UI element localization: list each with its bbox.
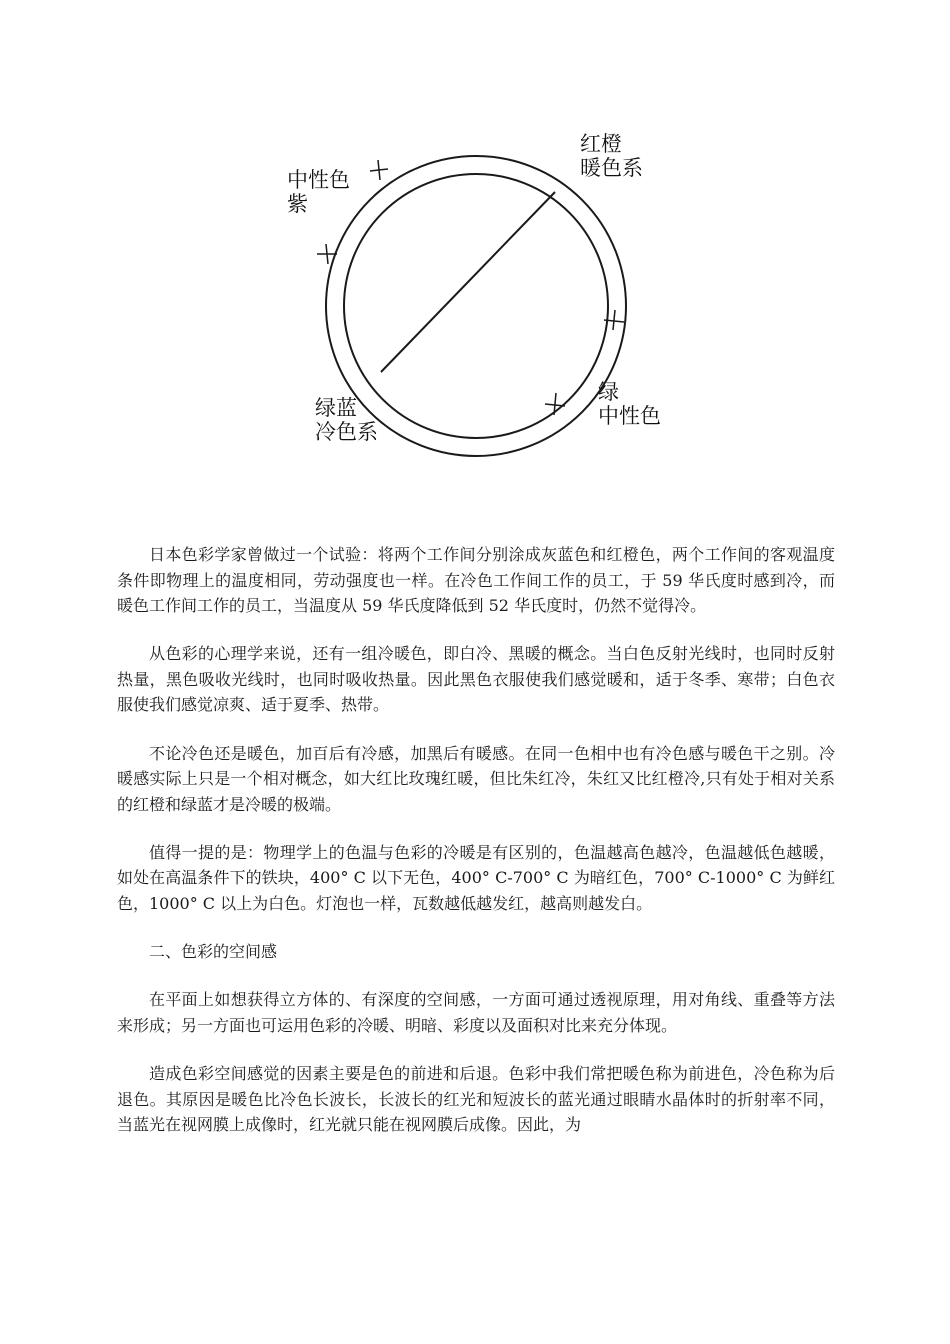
label-neutral-color-bottom: 中性色: [598, 404, 661, 428]
section-heading-spatial: 二、色彩的空间感: [149, 942, 278, 962]
paragraph-advance-recede: 造成色彩空间感觉的因素主要是色的前进和后退。色彩中我们常把暖色称为前进色，冷色称为后退色。其原因是暖色比冷色长波长，长波长的红光和短波长的蓝光通过眼睛水晶体时的折射率不同，当蓝光在视网膜上成像时，红光就只能在视网膜后成像。因此，为: [117, 1063, 835, 1135]
label-green: 绿: [598, 380, 619, 404]
label-cool-system: 冷色系: [315, 420, 378, 444]
paragraph-white-black: 从色彩的心理学来说，还有一组冷暖色，即白冷、黑暖的概念。当白色反射光线时，也同时反射热量，黑色吸收光线时，也同时吸收热量。因此黑色衣服使我们感觉暖和，适于冬季、寒带；白色衣服使我们感觉凉爽、适于夏季、热带。: [117, 644, 835, 715]
label-warm-top: [580, 132, 643, 180]
label-neutral-color-top: 中性色: [287, 168, 350, 192]
tick-mark-purple: [370, 160, 388, 180]
label-green-blue: 绿蓝: [315, 396, 357, 420]
label-red-orange: 红橙: [580, 132, 622, 156]
tick-mark-green: [545, 393, 565, 415]
inner-ring: [344, 174, 608, 438]
paragraph-spatial-depth: 在平面上如想获得立方体的、有深度的空间感，一方面可通过透视原理，用对角线、重叠等方法来形成；另一方面也可运用色彩的冷暖、明暗、彩度以及面积对比来充分体现。: [117, 990, 835, 1035]
tick-mark-left: [317, 244, 337, 264]
label-purple-neutral: [287, 168, 350, 216]
color-temperature-wheel-figure: [270, 120, 690, 460]
label-warm-system: 暖色系: [580, 156, 643, 180]
label-green-neutral: [598, 380, 661, 428]
paragraph-relative-warmth: 不论冷色还是暖色，加百后有冷感，加黑后有暖感。在同一色相中也有冷色感与暖色干之别。冷暖感实际上只是一个相对概念，如大红比玫瑰红暖，但比朱红冷，朱红又比红橙冷,只有处于相对关系的红橙和绿蓝才是冷暖的极端。: [117, 743, 835, 814]
label-purple: 紫: [287, 192, 308, 216]
warm-cool-divider-line: [381, 192, 555, 372]
paragraph-color-temperature: 值得一提的是：物理学上的色温与色彩的冷暖是有区别的，色温越高色越冷，色温越低色越暖，如处在高温条件下的铁块，400° C 以下无色，400° C-700° C 为暗红色，700° C-1000° C 为鲜红色，1000° C 以上为白色。灯泡也一样，瓦数越低越发红，越高则越发白。: [117, 842, 835, 914]
document-body: [117, 542, 835, 1160]
label-cool-bottom: [315, 396, 378, 444]
paragraph-experiment: 日本色彩学家曾做过一个试验：将两个工作间分别涂成灰蓝色和红橙色，两个工作间的客观温度条件即物理上的温度相同，劳动强度也一样。在冷色工作间工作的员工，于 59 华氏度时感到冷，而暖色工作间工作的员工，当温度从 59 华氏度降低到 52 华氏度时，仍然不觉得冷。: [117, 545, 835, 616]
